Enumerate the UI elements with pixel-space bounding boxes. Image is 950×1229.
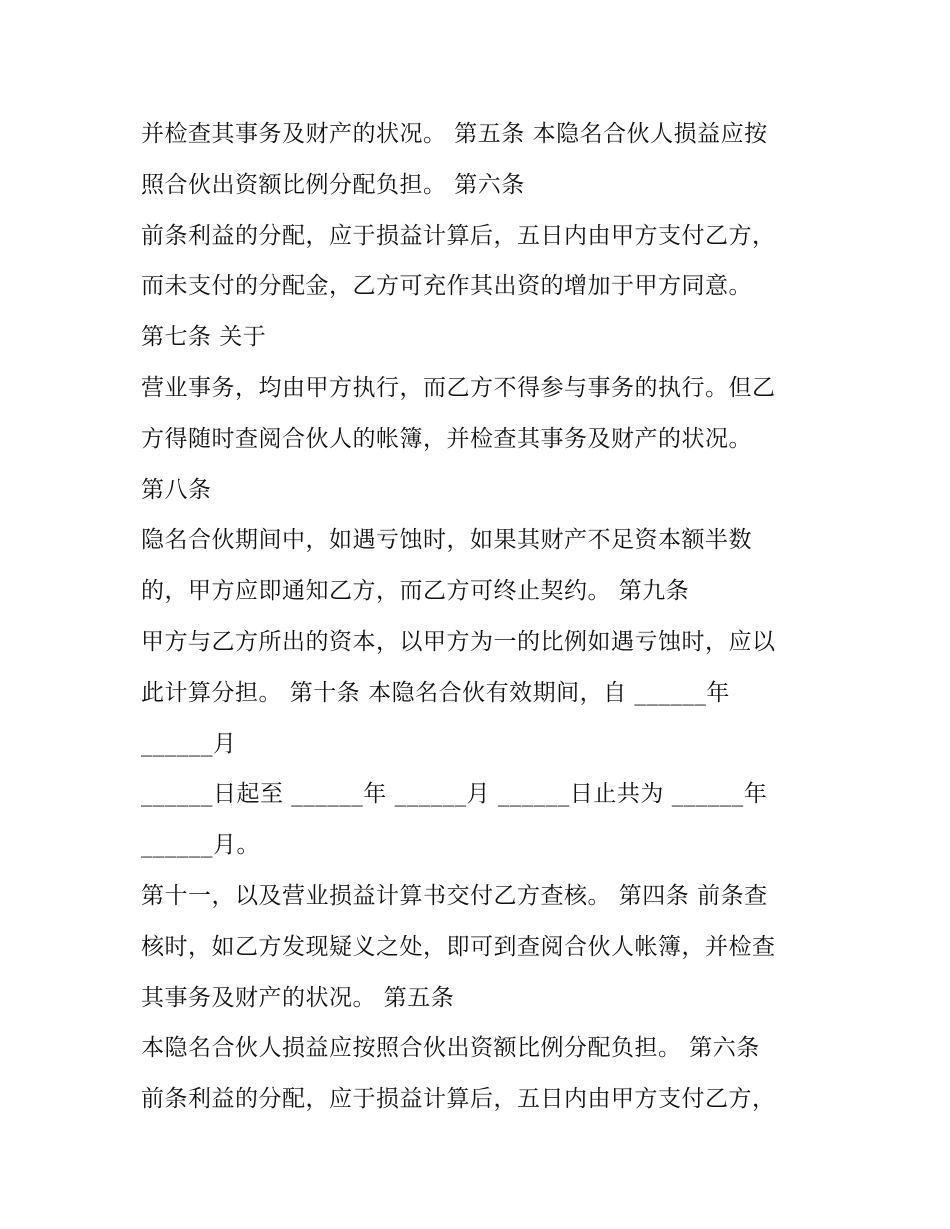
text-line: 第十一，以及营业损益计算书交付乙方查核。 第四条 前条查 bbox=[141, 882, 768, 909]
text-line: ______月。 bbox=[141, 832, 260, 859]
text-line: 并检查其事务及财产的状况。 第五条 本隐名合伙人损益应按 bbox=[141, 121, 768, 147]
text-line: 前条利益的分配，应于损益计算后，五日内由甲方支付乙方， bbox=[141, 1086, 776, 1113]
text-line: 第七条 关于 bbox=[141, 324, 267, 351]
text-line: ______月 bbox=[141, 730, 237, 757]
text-line: 前条利益的分配，应于损益计算后，五日内由甲方支付乙方， bbox=[141, 222, 776, 249]
text-line: 其事务及财产的状况。 第五条 bbox=[141, 984, 455, 1011]
text-line: 第八条 bbox=[141, 476, 212, 503]
document-body bbox=[141, 109, 821, 1125]
text-line: 本隐名合伙人损益应按照合伙出资额比例分配负担。 第六条 bbox=[141, 1035, 760, 1062]
text-line: ______日起至 ______年 ______月 ______日止共为 ______年 bbox=[141, 781, 768, 808]
text-line: 核时，如乙方发现疑义之处，即可到查阅合伙人帐簿，并检查 bbox=[141, 933, 776, 960]
text-line: 隐名合伙期间中，如遇亏蚀时，如果其财产不足资本额半数 bbox=[141, 527, 752, 554]
text-line: 此计算分担。 第十条 本隐名合伙有效期间，自 ______年 bbox=[141, 679, 730, 706]
text-line: 而未支付的分配金，乙方可充作其出资的增加于甲方同意。 bbox=[141, 273, 752, 300]
text-line: 方得随时查阅合伙人的帐簿，并检查其事务及财产的状况。 bbox=[141, 425, 752, 452]
text-line: 营业事务，均由甲方执行，而乙方不得参与事务的执行。但乙 bbox=[141, 374, 776, 401]
text-line: 的，甲方应即通知乙方，而乙方可终止契约。 第九条 bbox=[141, 578, 690, 605]
text-line: 甲方与乙方所出的资本，以甲方为一的比例如遇亏蚀时，应以 bbox=[141, 628, 776, 655]
text-line: 照合伙出资额比例分配负担。 第六条 bbox=[141, 171, 525, 198]
